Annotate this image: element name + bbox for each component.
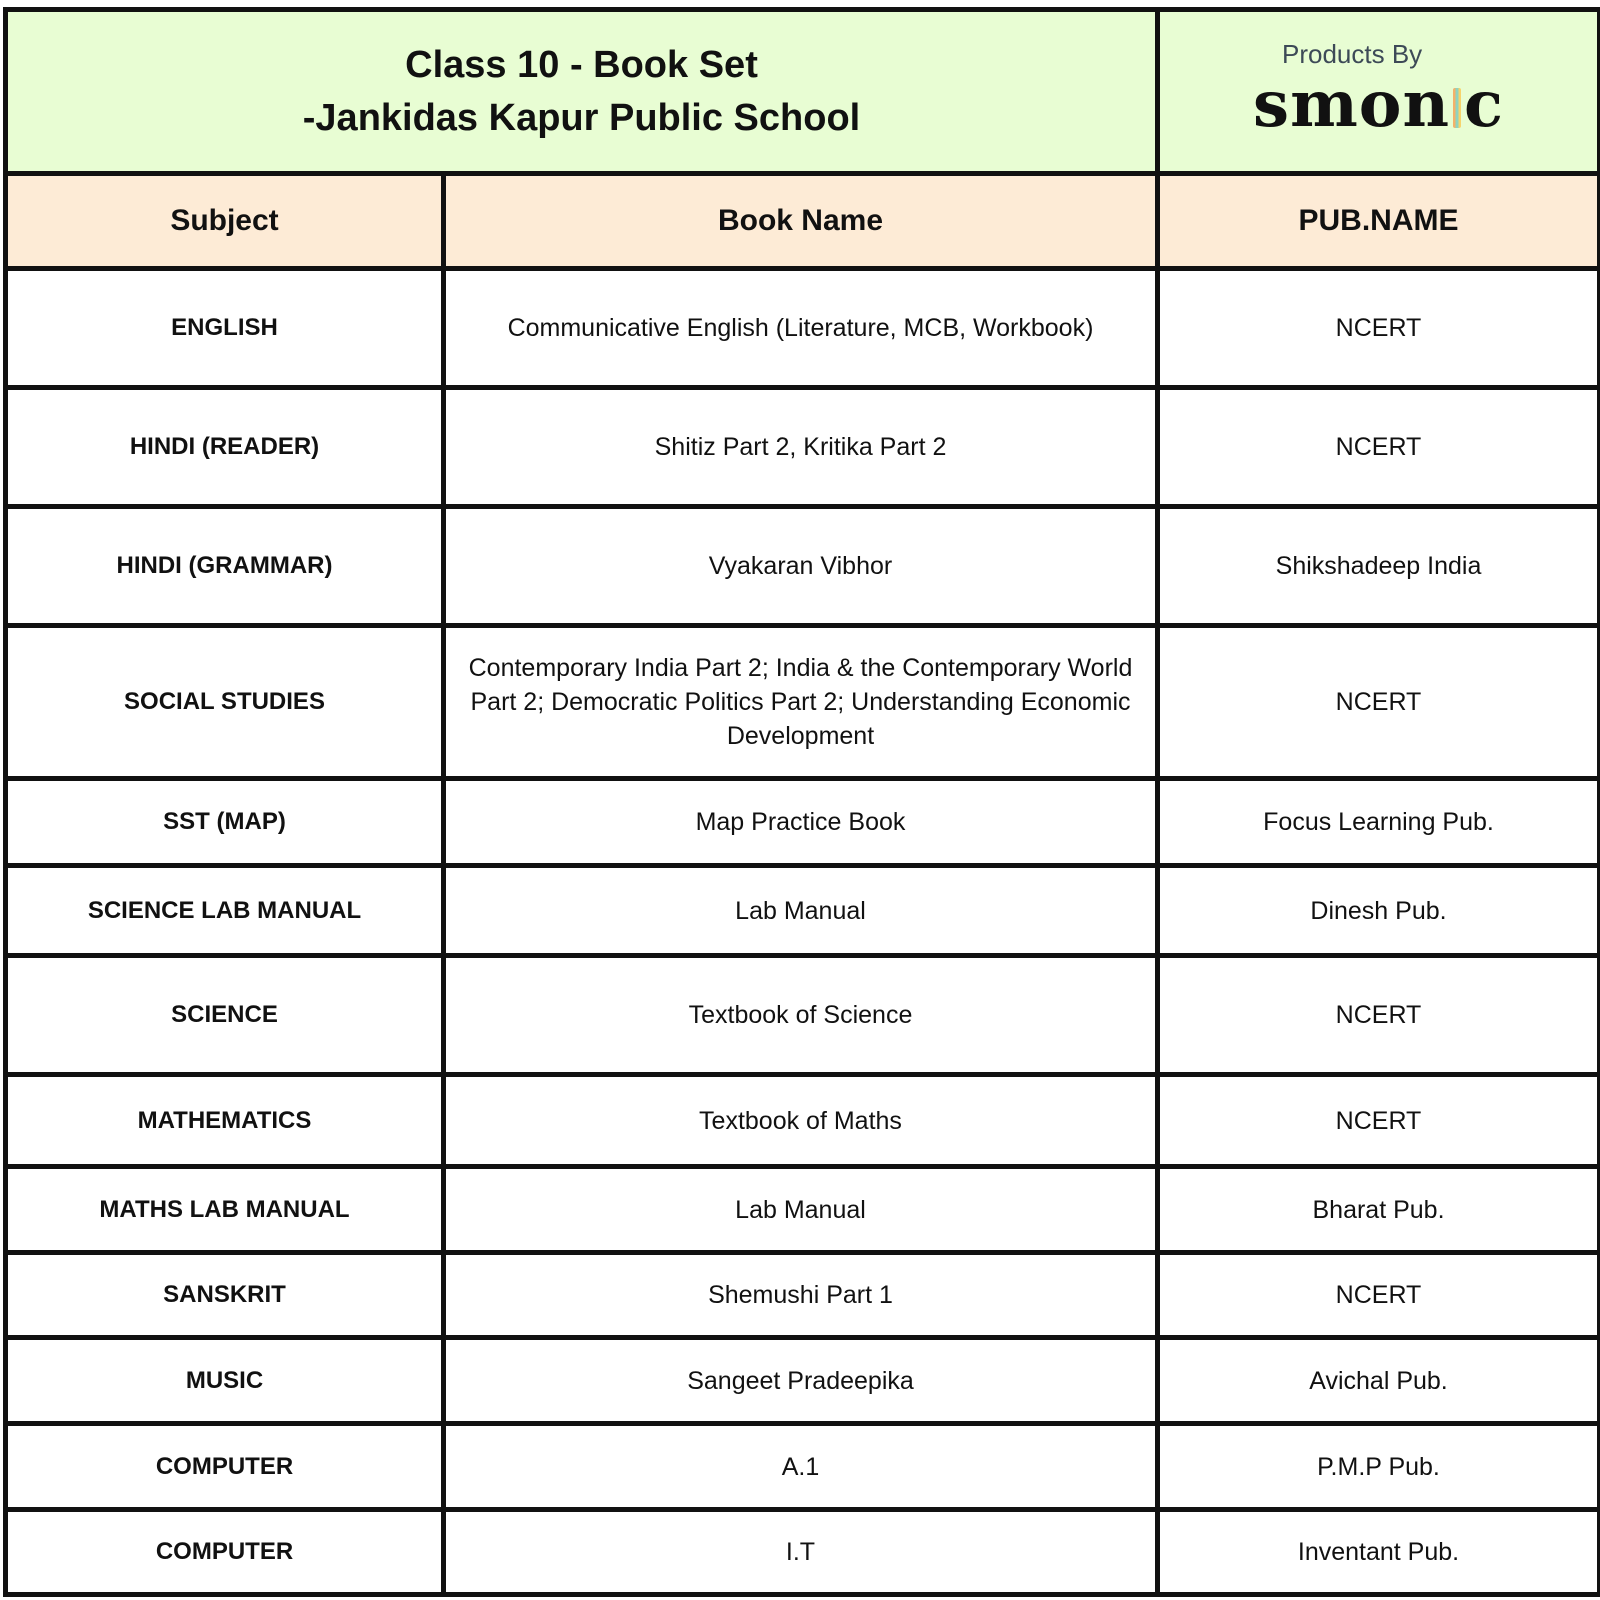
subject-cell: MATHS LAB MANUAL bbox=[6, 1167, 444, 1253]
table-row bbox=[6, 507, 1600, 626]
subject-cell: COMPUTER bbox=[6, 1424, 444, 1510]
book-name-cell: Vyakaran Vibhor bbox=[444, 507, 1158, 626]
products-by-label: Products By bbox=[1282, 39, 1423, 69]
subject-cell: COMPUTER bbox=[6, 1510, 444, 1595]
book-name-cell: Lab Manual bbox=[444, 866, 1158, 956]
table-row bbox=[6, 866, 1600, 956]
smonic-logo bbox=[1172, 67, 1585, 142]
table-row bbox=[6, 269, 1600, 388]
table-row bbox=[6, 779, 1600, 866]
table-row bbox=[6, 1510, 1600, 1595]
column-header-book-name: Book Name bbox=[444, 174, 1158, 269]
publisher-cell: Dinesh Pub. bbox=[1158, 866, 1600, 956]
subject-cell: SOCIAL STUDIES bbox=[6, 626, 444, 779]
pencil-icon bbox=[1453, 88, 1461, 128]
book-name-cell: A.1 bbox=[444, 1424, 1158, 1510]
table-row bbox=[6, 1253, 1600, 1338]
subject-cell: SCIENCE bbox=[6, 956, 444, 1075]
book-name-cell: Map Practice Book bbox=[444, 779, 1158, 866]
publisher-cell: NCERT bbox=[1158, 1253, 1600, 1338]
publisher-cell: NCERT bbox=[1158, 626, 1600, 779]
subject-cell: SANSKRIT bbox=[6, 1253, 444, 1338]
subject-cell: MATHEMATICS bbox=[6, 1075, 444, 1167]
subject-cell: SST (MAP) bbox=[6, 779, 444, 866]
table-row bbox=[6, 1424, 1600, 1510]
table-body bbox=[6, 269, 1600, 1595]
table-row bbox=[6, 1338, 1600, 1424]
book-name-cell: Contemporary India Part 2; India & the Contemporary World Part 2; Democratic Politics Part 2; Understanding Economic Development bbox=[444, 626, 1158, 779]
book-name-cell: Shitiz Part 2, Kritika Part 2 bbox=[444, 388, 1158, 507]
subject-cell: HINDI (READER) bbox=[6, 388, 444, 507]
book-name-cell: Textbook of Science bbox=[444, 956, 1158, 1075]
publisher-cell: NCERT bbox=[1158, 956, 1600, 1075]
book-name-cell: Sangeet Pradeepika bbox=[444, 1338, 1158, 1424]
table-row bbox=[6, 956, 1600, 1075]
table-row bbox=[6, 1167, 1600, 1253]
publisher-cell: P.M.P Pub. bbox=[1158, 1424, 1600, 1510]
book-name-cell: I.T bbox=[444, 1510, 1158, 1595]
table-row bbox=[6, 626, 1600, 779]
title-row bbox=[6, 10, 1600, 174]
book-name-cell: Textbook of Maths bbox=[444, 1075, 1158, 1167]
subject-cell: ENGLISH bbox=[6, 269, 444, 388]
publisher-cell: Bharat Pub. bbox=[1158, 1167, 1600, 1253]
publisher-cell: NCERT bbox=[1158, 269, 1600, 388]
book-name-cell: Shemushi Part 1 bbox=[444, 1253, 1158, 1338]
table-row bbox=[6, 388, 1600, 507]
publisher-cell: Avichal Pub. bbox=[1158, 1338, 1600, 1424]
brand-cell bbox=[1158, 10, 1600, 174]
publisher-cell: NCERT bbox=[1158, 388, 1600, 507]
book-name-cell: Communicative English (Literature, MCB, Workbook) bbox=[444, 269, 1158, 388]
book-name-cell: Lab Manual bbox=[444, 1167, 1158, 1253]
title-line-1: Class 10 - Book Set bbox=[405, 43, 758, 86]
subject-cell: SCIENCE LAB MANUAL bbox=[6, 866, 444, 956]
column-header-pub-name: PUB.NAME bbox=[1158, 174, 1600, 269]
publisher-cell: Focus Learning Pub. bbox=[1158, 779, 1600, 866]
subject-cell: MUSIC bbox=[6, 1338, 444, 1424]
logo-text-left: smon bbox=[1253, 67, 1450, 142]
logo-text-right: c bbox=[1464, 67, 1504, 142]
column-header-row bbox=[6, 174, 1600, 269]
subject-cell: HINDI (GRAMMAR) bbox=[6, 507, 444, 626]
column-header-subject: Subject bbox=[6, 174, 444, 269]
title-line-2: -Jankidas Kapur Public School bbox=[302, 96, 861, 139]
book-list-table bbox=[3, 7, 1600, 1597]
table-row bbox=[6, 1075, 1600, 1167]
publisher-cell: Shikshadeep India bbox=[1158, 507, 1600, 626]
publisher-cell: NCERT bbox=[1158, 1075, 1600, 1167]
publisher-cell: Inventant Pub. bbox=[1158, 1510, 1600, 1595]
title-cell bbox=[6, 10, 1158, 174]
